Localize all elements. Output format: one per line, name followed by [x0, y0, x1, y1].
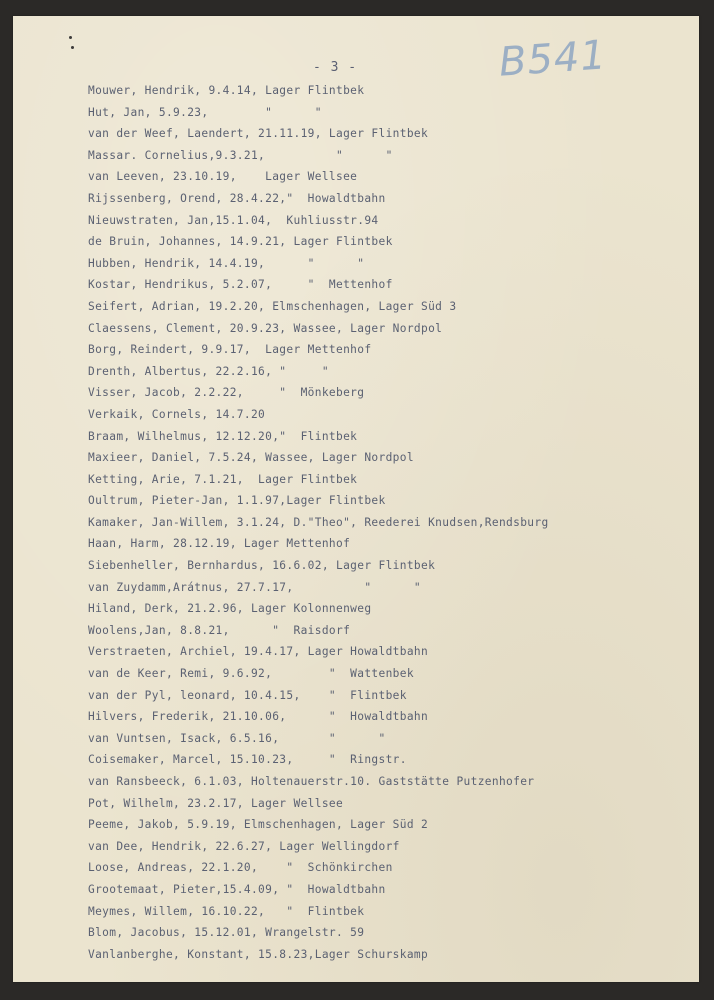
entry-line: Braam, Wilhelmus, 12.12.20," Flintbek	[88, 429, 358, 443]
entry-line: Rijssenberg, Orend, 28.4.22," Howaldtbahn	[88, 191, 386, 205]
entry-line: Drenth, Albertus, 22.2.16, " "	[88, 364, 329, 378]
entry-line: Meymes, Willem, 16.10.22, " Flintbek	[88, 904, 365, 918]
entry-line: Ketting, Arie, 7.1.21, Lager Flintbek	[88, 472, 358, 486]
entry-line: Hut, Jan, 5.9.23, " "	[88, 105, 322, 119]
entry-line: van Leeven, 23.10.19, Lager Wellsee	[88, 170, 358, 184]
entry-line: Visser, Jacob, 2.2.22, " Mönkeberg	[88, 386, 365, 400]
entry-line: van Zuydamm,Arátnus, 27.7.17, " "	[88, 580, 422, 594]
entry-line: Massar. Cornelius,9.3.21, " "	[88, 148, 393, 162]
entry-line: Coisemaker, Marcel, 15.10.23, " Ringstr.	[88, 753, 407, 767]
ink-speck	[69, 36, 72, 39]
entry-line: Mouwer, Hendrik, 9.4.14, Lager Flintbek	[88, 84, 365, 97]
entry-line: Oultrum, Pieter-Jan, 1.1.97,Lager Flintbek	[88, 494, 386, 508]
entry-line: Woolens,Jan, 8.8.21, " Raisdorf	[88, 623, 351, 637]
entry-line: Peeme, Jakob, 5.9.19, Elmschenhagen, Lager Süd 2	[88, 818, 429, 832]
entry-line: Hiland, Derk, 21.2.96, Lager Kolonnenweg	[88, 602, 372, 616]
entry-line: Loose, Andreas, 22.1.20, " Schönkirchen	[88, 861, 393, 875]
entry-line: van Vuntsen, Isack, 6.5.16, " "	[88, 731, 386, 745]
entry-line: Vanlanberghe, Konstant, 15.8.23,Lager Schurskamp	[88, 947, 429, 961]
entry-line: Blom, Jacobus, 15.12.01, Wrangelstr. 59	[88, 926, 365, 940]
ink-speck	[71, 46, 74, 49]
entry-line: Hubben, Hendrik, 14.4.19, " "	[88, 256, 365, 270]
entry-line: Borg, Reindert, 9.9.17, Lager Mettenhof	[88, 343, 372, 357]
entry-list	[88, 80, 549, 965]
page-number: - 3 -	[313, 60, 358, 75]
entry-line: Nieuwstraten, Jan,15.1.04, Kuhliusstr.94	[88, 213, 379, 227]
entry-line: Verkaik, Cornels, 14.7.20	[88, 407, 266, 421]
entry-line: Haan, Harm, 28.12.19, Lager Mettenhof	[88, 537, 351, 551]
entry-line: van der Weef, Laendert, 21.11.19, Lager Flintbek	[88, 127, 429, 141]
document-page	[13, 16, 699, 982]
entry-line: de Bruin, Johannes, 14.9.21, Lager Flintbek	[88, 235, 393, 249]
entry-line: Siebenheller, Bernhardus, 16.6.02, Lager Flintbek	[88, 559, 436, 573]
entry-line: Seifert, Adrian, 19.2.20, Elmschenhagen, Lager Süd 3	[88, 299, 457, 313]
entry-line: Pot, Wilhelm, 23.2.17, Lager Wellsee	[88, 796, 344, 810]
entry-line: Claessens, Clement, 20.9.23, Wassee, Lager Nordpol	[88, 321, 443, 335]
entry-line: Hilvers, Frederik, 21.10.06, " Howaldtbahn	[88, 710, 429, 724]
entry-line: Maxieer, Daniel, 7.5.24, Wassee, Lager Nordpol	[88, 451, 414, 465]
entry-line: Verstraeten, Archiel, 19.4.17, Lager Howaldtbahn	[88, 645, 429, 659]
entry-line: van Dee, Hendrik, 22.6.27, Lager Wellingdorf	[88, 839, 400, 853]
entry-line: van de Keer, Remi, 9.6.92, " Wattenbek	[88, 667, 414, 681]
entry-line: Grootemaat, Pieter,15.4.09, " Howaldtbahn	[88, 882, 386, 896]
entry-line: Kamaker, Jan-Willem, 3.1.24, D."Theo", Reederei Knudsen,Rendsburg	[88, 515, 549, 529]
entry-line: van Ransbeeck, 6.1.03, Holtenauerstr.10. Gaststätte Putzenhofer	[88, 775, 535, 788]
entry-line: Kostar, Hendrikus, 5.2.07, " Mettenhof	[88, 278, 393, 292]
archive-mark: B541	[497, 32, 609, 86]
entry-line: van der Pyl, leonard, 10.4.15, " Flintbek	[88, 688, 407, 702]
